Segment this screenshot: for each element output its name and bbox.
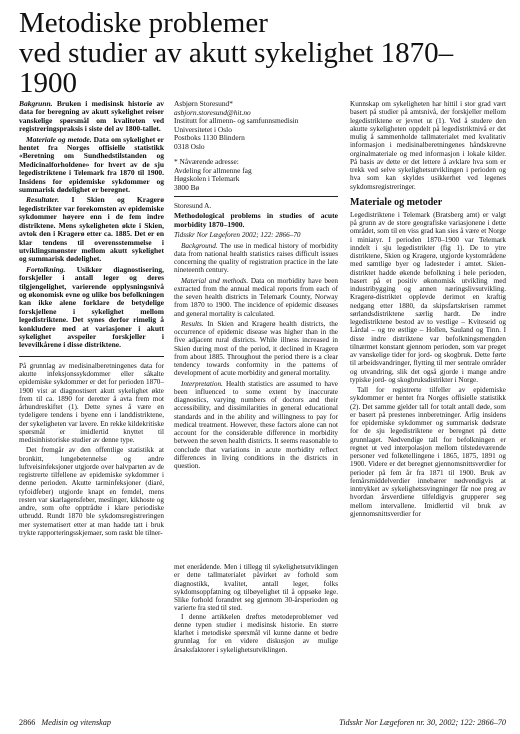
column-3-body bbox=[350, 211, 506, 518]
address-line: Høgskolen i Telemark bbox=[174, 174, 240, 183]
english-paragraph bbox=[174, 277, 338, 318]
english-paragraph bbox=[174, 380, 338, 471]
column-3 bbox=[350, 100, 506, 710]
english-paragraphs bbox=[174, 242, 338, 471]
body-paragraph: met enerådende. Men i tillegg til sykelighetsutviklingen er dette tallmaterialet påvirket av forhold som diagnostikk, kvalitet, antall leger, folks sykdomsoppfatning og tilbøyelighet til å oppsøke lege. Slike forhold forandret seg gjennom 30-årsperioden og varierte fra sted til sted. bbox=[174, 563, 338, 613]
english-citation: Tidsskr Nor Lægeforen 2002; 122: 2866–70 bbox=[174, 231, 301, 240]
section-heading: Materiale og metoder bbox=[350, 196, 443, 208]
title-line-2: ved studier av akutt sykelighet 1870–1900 bbox=[19, 37, 454, 99]
abstract-divider bbox=[19, 356, 164, 357]
english-author-line: Storesund A. bbox=[174, 202, 212, 210]
body-paragraph: Tall for registrerte tilfeller av epidemiske sykdommer er hentet fra Norges offisielle statistikk (2). Det samme gjelder tall for totalt antall døde, som er basert på prestenes innberetninger. Årlig insidens for epidemiske sykdommer og summarisk dødsrate for de sju legedistriktene er beregnet på dette grunnlaget. Nødvendige tall for befolkningen er regnet ut ved interpolasjon mellom tilstedeværende personer ved folketellingene i 1865, 1875, 1891 og 1900. Videre er det beregnet gjennomsnittsverdier for perioder på fem år fra 1871 til 1900. Bruk av femårsmiddelverdier innebærer nødvendigvis at inntrykket av sykelighetssvingninger får noe preg av hvordan årsverdiene tilfeldigvis grupperer seg mellom intervallene. Imidlertid vil bruk av gjennomsnittsverdier for bbox=[350, 386, 506, 518]
english-paragraph bbox=[174, 320, 338, 378]
paragraph-text: In Skien and Kragerø health districts, the occurrence of epidemic disease was higher than in the five adjacent rural districts. While illness increased in Skien during most of the period, it declined in Kragerø from about 1885. Throughout the period there is a clear tendency towards conformity in the patterns of development of acute morbidity and general mortality. bbox=[174, 319, 338, 378]
english-paragraph bbox=[174, 242, 338, 275]
body-paragraph: Kunnskap om sykeligheten har hittil i stor grad vært basert på studier på amtsnivå, der forskjeller mellom legedistriktene er jevnet ut (1). Ved å studere den akutte sykeligheten oppdelt på legedistriktnivå er det mulig å sammenholde tallmaterialet med kvalitativ informasjon i medisinalberetningenes håndskrevne orginalmateriale og med informasjon i lokale kilder. På basis av dette er det lettere å avklare hva som er trekk ved selve sykelighetsutviklingen i perioden og hva som kan skyldes usikkerhet ved legenes sykdomsregistreringer. bbox=[350, 100, 506, 191]
paragraph-text: Bruken i medisinsk historie av data for beregning av akutt sykelighet reiser vanskelige spørsmål om kvaliteten ved registreringspraksis i siste del av 1800-tallet. bbox=[19, 100, 164, 134]
paragraph-label: Resultater. bbox=[26, 195, 60, 205]
paragraph-text: Health statistics are assumed to have been influenced to some extent by inaccurate diagnostics, varying numbers of doctors and their accessibility, and dissimilarities in general educational standards and in the ability and willingness to pay for medical treatment. However, these factors alone can not account for the considerable difference in morbidity between the seven health districts. It seems reasonable to conclude that variations in acute morbidity reflect differences in living conditions in the districts in question. bbox=[174, 379, 338, 471]
body-paragraph: I denne artikkelen drøftes metodeproblemer ved denne typen studier i medisinsk historie. En større klarhet i metodiske spørsmål vil kunne danne et bedre grunnlag for en videre diskusjon av mulige årsaksfaktorer i sykelighetsutviklingen. bbox=[174, 612, 338, 654]
page-number: 2866 bbox=[19, 718, 36, 727]
paragraph-text: Data on morbidity have been extracted from the annual medical reports from each of the seven health districts in Telemark County, Norway from 1870 to 1900. The incidence of epidemic diseases and general mortality is calculated. bbox=[174, 276, 338, 318]
english-title: Methodological problems in studies of acute morbidity 1870–1900. bbox=[174, 211, 338, 229]
paragraph-label: Interpretation. bbox=[181, 379, 223, 388]
body-paragraph: Det fremgår av den offentlige statistikk at bronkitt, lungebetennelse og andre luftveisinfeksjoner utgjorde over halvparten av de registrerte tilfellene av epidemiske sykdommer i denne perioden. Akutte tarminfeksjoner (diaré, tyfoidfeber) utgjorde knapt en femdel, mens resten var skarlagensfeber, meslinger, kikhoste og andre, som ofte opptrådte i klare periodiske utbrudd. Rundt 1870 ble sykdomsregistreringen mer systematisert etter at man hadde tatt i bruk trykte rapporteringsskjemaer, som raskt ble tilner- bbox=[19, 446, 164, 537]
column-1-body bbox=[19, 362, 164, 537]
section-name: Medisin og vitenskap bbox=[41, 718, 111, 727]
english-abstract bbox=[174, 202, 338, 470]
paragraph-label: Background. bbox=[181, 241, 218, 250]
column-1 bbox=[19, 100, 164, 710]
column-2-lower-body bbox=[174, 563, 338, 654]
body-paragraph: På grunnlag av medisinalberetningenes data for akutte infeksjonssykdommer eller såkalte epidemiske sykdommer er det for perioden 1870–1900 vist at diagnostisert akutt sykelighet økte frem til ca. 1890 for deretter å avta frem mot århundreskiftet (1). Dette synes å være en tydeligere tendens i byene enn i landdistriktene, der sykeligheten var lavere. En rekke kildekritiske spørsmål er imidlertid knyttet til medisinhistoriske studier av denne type. bbox=[19, 361, 164, 445]
paragraph-label: Bakgrunn. bbox=[19, 100, 53, 108]
paragraph-text: Data om sykelighet er hentet fra Norges offisielle statistikk «Beretning om Sundhedstilstanden og Medicinalforholdene» for hvert av de sju legedistriktene i Telemark fra 1870 til 1900. Insidens for epidemiske sykdommer og summarisk dødelighet er beregnet. bbox=[19, 134, 164, 195]
article-title bbox=[19, 8, 509, 98]
english-divider bbox=[174, 196, 338, 197]
author-name: Asbjørn Storesund* bbox=[174, 100, 233, 108]
abstract-paragraph bbox=[19, 100, 164, 134]
body-paragraph: Legedistriktene i Telemark (Bratsberg amt) er valgt på grunn av de store geografiske variasjonene i dette området, som til en viss grad kan sies å være et Norge i miniatyr. I perioden 1870–1900 var Telemark inndelt i sju legedistrikter (fig 1). De to ytre distriktene, Skien og Kragerø, utgjorde kystområdene med samtlige byer og ladesteder i amtet. Skien-distriktet hadde økende befolkning i hele perioden, basert på et positiv økonomisk utvikling med industribygging og annen næringslivsutvikling. Kragerø-distriktet opplevde derimot en kraftig nedgang etter 1880, da skipsfartskrisen rammet sørlandsdistriktene særlig hardt. De indre legedistriktene bestod av to vestlige – Kviteseid og Lårdal – og tre østlige – Hollen, Sauland og Tinn. I disse indre distriktene var befolkningsmengden tilnærmet konstant gjennom perioden, som var preget av vanskelige tider for jord- og skogbruk. Dette førte til arbeidsvandringer, flytting til mer sentrale områder og utvandring, slik det også gjorde i mange andre typiske jord- og skogbruksdistrikter i Norge. bbox=[350, 210, 506, 384]
abstract-paragraph bbox=[19, 266, 164, 350]
paragraph-label: Materiale og metode. bbox=[26, 134, 92, 144]
author-info bbox=[174, 100, 338, 192]
paragraph-text: I Skien og Kragerø legedistrikter var forekomsten av epidemiske sykdommer høyere enn i de fem indre distriktene. Mens sykeligheten økte i Skien, avtok den i Kragerø etter ca. 1885. Det er en klar tendens til overensstemmelse i utviklingsmønster mellom akutt sykelighet og summarisk dødelighet. bbox=[19, 195, 164, 264]
paragraph-label: Results. bbox=[181, 319, 204, 328]
paragraph-label: Material and methods. bbox=[181, 276, 249, 285]
paragraph-text: Usikker diagnostisering, forskjeller i antall leger og deres tilgjengelighet, varierende opplysningsnivå og økonomisk evne og ulike bos befolkningen kan ikke alene forklare de betydelige forskjellene i sykelighet mellom legedistriktene. Det synes derfor rimelig å konkludere med at variasjoner i akutt sykelighet avspeiler forskjeller i levevilkårene i disse distriktene. bbox=[19, 264, 164, 350]
column-3-intro bbox=[350, 100, 506, 191]
title-line-1: Metodiske problemer bbox=[19, 7, 268, 39]
address-line: 0318 Oslo bbox=[174, 141, 205, 151]
author-affiliation bbox=[174, 117, 338, 151]
author-email[interactable]: asbjorn.storesund@hit.no bbox=[174, 107, 251, 117]
footer-left bbox=[19, 718, 111, 728]
abstract-paragraph bbox=[19, 136, 164, 195]
paragraph-label: Fortolkning. bbox=[26, 264, 66, 274]
footer-journal: Tidsskr Nor Lægeforen nr. 30, 2002; 122: 2866–70 bbox=[339, 718, 506, 727]
address-line: 3800 Bø bbox=[174, 182, 200, 192]
address-line: Universitetet i Oslo bbox=[174, 124, 232, 134]
paragraph-text: The use in medical history of morbidity data from national health statistics raises difficult issues concerning the quality of registration practice in the late nineteenth century. bbox=[174, 241, 338, 275]
address-line: Institutt for allmenn- og samfunnsmedisin bbox=[174, 116, 299, 125]
norwegian-abstract bbox=[19, 100, 164, 350]
abstract-paragraph bbox=[19, 196, 164, 263]
present-address bbox=[174, 167, 338, 193]
address-line: Avdeling for allmenne fag bbox=[174, 165, 252, 175]
present-address-label: * Nåværende adresse: bbox=[174, 157, 239, 166]
address-line: Postboks 1130 Blindern bbox=[174, 133, 245, 142]
